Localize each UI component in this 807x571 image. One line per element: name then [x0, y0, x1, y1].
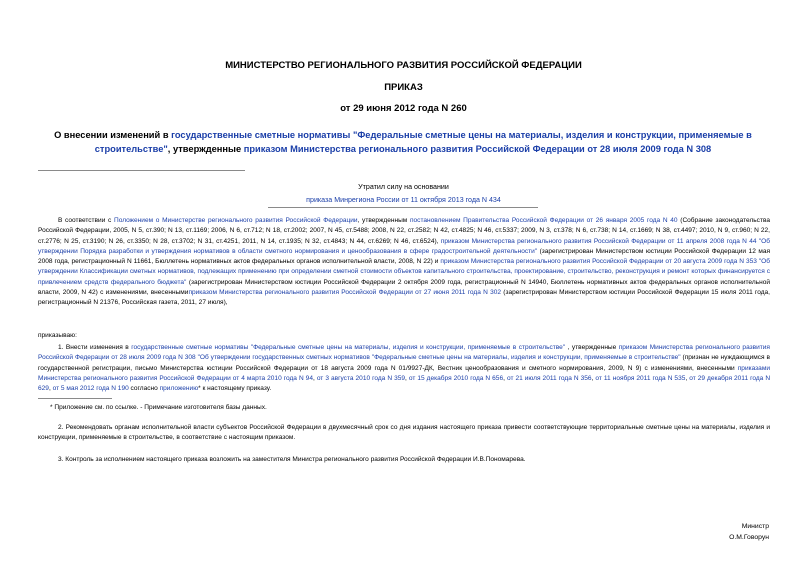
link-order-190[interactable]: от 5 мая 2012 года N 190 [52, 385, 129, 393]
paragraph-text: , [312, 374, 317, 382]
paragraph-text: (зарегистрирован Министерством юстиции Российской Федерации 12 мая 2008 года, регистрационный N 11661, Бюллетень нормативных актов федеральных органов исполнительной власти, 2008, N 22) и [38, 247, 771, 266]
link-order-94[interactable]: приказами Министерства регионального развития Российской Федерации от 4 марта 2010 года N 94 [38, 364, 770, 382]
paragraph-text: , [405, 374, 409, 382]
paragraph-text: В соответствии с [58, 217, 114, 224]
paragraph-text: , [591, 374, 596, 382]
clause-1-paragraph [38, 343, 770, 394]
link-order-353[interactable]: приказом Министерства регионального развития Российской Федерации от 20 августа 2009 года N 353 "Об утверждении Классификации сметных нормативов, подлежащих применению при определении сметной стоимости объектов капитального строительства, проектирование, строительство, реконструкция и ремонт которых финансируется с привлечением средств федерального бюджета" [38, 258, 770, 286]
link-order-44[interactable]: приказом Министерства регионального развития Российской Федерации от 11 апреля 2008 года N 44 "Об утверждении Порядка разработки и утверждения нормативов в области сметного нормирования и ценообразования в сфере градостроительной деятельности" [38, 237, 770, 255]
paragraph-text: 1. Внести изменения в [58, 344, 132, 351]
link-order-359[interactable]: от 3 августа 2010 года N 359 [316, 374, 405, 382]
paragraph-text: , утвержденным [357, 217, 410, 224]
clause-2-paragraph: 2. Рекомендовать органам исполнительной власти субъектов Российской Федерации в двухмесячный срок со дня издания настоящего приказа привести соответствующие территориальные сметные цены на материалы, изделия и конструкции, применяемые в строительстве, в соответствие с настоящим приказом. [38, 424, 770, 442]
footnote-divider [38, 398, 112, 399]
paragraph-text: (Собрание законодательства Российской Федерации, 2005, N 5, ст.390; N 13, ст.1169; 2006, N 6, ст.712; N 18, ст.2002; 2007, N 45, ст.5488; 2008, N 22, ст.2582; N 42, ст.4825; N 46, ст.5337; 2009, N 3, ст.378; N 6, ст.738; N 14, ст.1669; N 38, ст.4497; 2010, N 9, ст.960; N 22, ст.2776; N 25, ст.3190; N 26, ст.3350; N 28, ст.3702; N 31, ст.4251, 2011, N 14, ст.1935; N 32, ст.4843; N 44, ст.6269; N 46, ст.6524), [38, 217, 770, 245]
paragraph-text: согласно [128, 385, 160, 393]
paragraph-text: , [48, 385, 53, 393]
link-appendix[interactable]: приложению [159, 385, 199, 393]
paragraph-text: (зарегистрирован Министерством юстиции Российской Федерации 2 октября 2009 года, регистрационный N 14940, Бюллетень нормативных актов федеральных органов исполнительной власти, 2009, N 42) с изменениями, внесенными [38, 278, 770, 297]
revocation-link[interactable]: приказа Минрегиона России от 11 октября 2013 года N 434 [306, 196, 501, 204]
paragraph-text: (зарегистрирован Министерством юстиции Российской Федерации 15 июля 2011 года, регистрационный N 21376, Российская газета, 2011, 27 июля), [38, 289, 770, 307]
link-order-656[interactable]: от 15 декабря 2010 года N 656 [408, 374, 504, 382]
footnote: * Приложение см. по ссылке. - Примечание изготовителя базы данных. [50, 404, 267, 411]
signatory-position: Министр [741, 523, 769, 530]
revocation-label: Утратил силу на основании [358, 183, 449, 191]
preamble-paragraph [38, 216, 770, 309]
order-label: приказываю: [38, 332, 77, 339]
clause-3-paragraph: 3. Контроль за исполнением настоящего приказа возложить на заместителя Министра регионального развития Российской Федерации И.В.Пономарева. [58, 456, 526, 463]
title-text-2: , утвержденные [167, 144, 244, 154]
doc-date-number: от 29 июня 2012 года N 260 [340, 103, 467, 114]
revocation-note [0, 181, 807, 207]
paragraph-text: , [685, 374, 690, 382]
title-link-norms[interactable]: государственные сметные нормативы "Федеральные сметные цены на материалы, изделия и конструкции, применяемые в строительстве" [94, 130, 752, 154]
signature-block [729, 522, 769, 543]
link-order-535[interactable]: от 11 ноября 2011 года N 535 [595, 374, 686, 382]
title-text-1: О внесении изменений в [54, 130, 172, 140]
signatory-name: О.М.Говорун [729, 533, 769, 541]
paragraph-text: (признан не нуждающимся в государственной регистрации, письмо Министерства юстиции Российской Федерации от 18 августа 2009 года N 01/9927-ДК, Вестник ценообразования и сметного нормирования, 2009, N 9) с изменениями, внесенными [38, 354, 770, 372]
paragraph-text: * к настоящему приказу. [198, 385, 272, 393]
doc-type-heading: ПРИКАЗ [384, 82, 423, 93]
paragraph-text: , [503, 374, 507, 382]
link-ministry-regulation[interactable]: Положением о Министерстве регионального развития Российской Федерации [114, 217, 358, 224]
ministry-heading: МИНИСТЕРСТВО РЕГИОНАЛЬНОГО РАЗВИТИЯ РОССИЙСКОЙ ФЕДЕРАЦИИ [225, 60, 582, 71]
divider [268, 207, 538, 208]
link-order-629[interactable]: от 29 декабря 2011 года N 629 [38, 374, 771, 393]
link-order-308[interactable]: приказом Министерства регионального развития Российской Федерации от 28 июля 2009 года N 308 "Об утверждении государственных сметных нормативов "Федеральные сметные цены на материалы, изделия и конструкции, применяемые в строительстве" [38, 344, 770, 362]
paragraph-text: , утвержденные [565, 344, 619, 351]
document-title [42, 128, 764, 156]
link-government-decree-40[interactable]: постановлением Правительства Российской Федерации от 26 января 2005 года N 40 [409, 217, 678, 224]
link-order-302[interactable]: приказом Министерства регионального развития Российской Федерации от 27 июня 2011 года N 302 [188, 289, 502, 297]
link-order-356[interactable]: от 21 июля 2011 года N 356 [506, 374, 592, 382]
link-norms[interactable]: государственные сметные нормативы "Федеральные сметные цены на материалы, изделия и конструкции, применяемые в строительстве" [131, 344, 566, 351]
title-link-order-308[interactable]: приказом Министерства регионального развития Российской Федерации от 28 июля 2009 года N 308 [243, 144, 712, 154]
divider [38, 170, 245, 171]
